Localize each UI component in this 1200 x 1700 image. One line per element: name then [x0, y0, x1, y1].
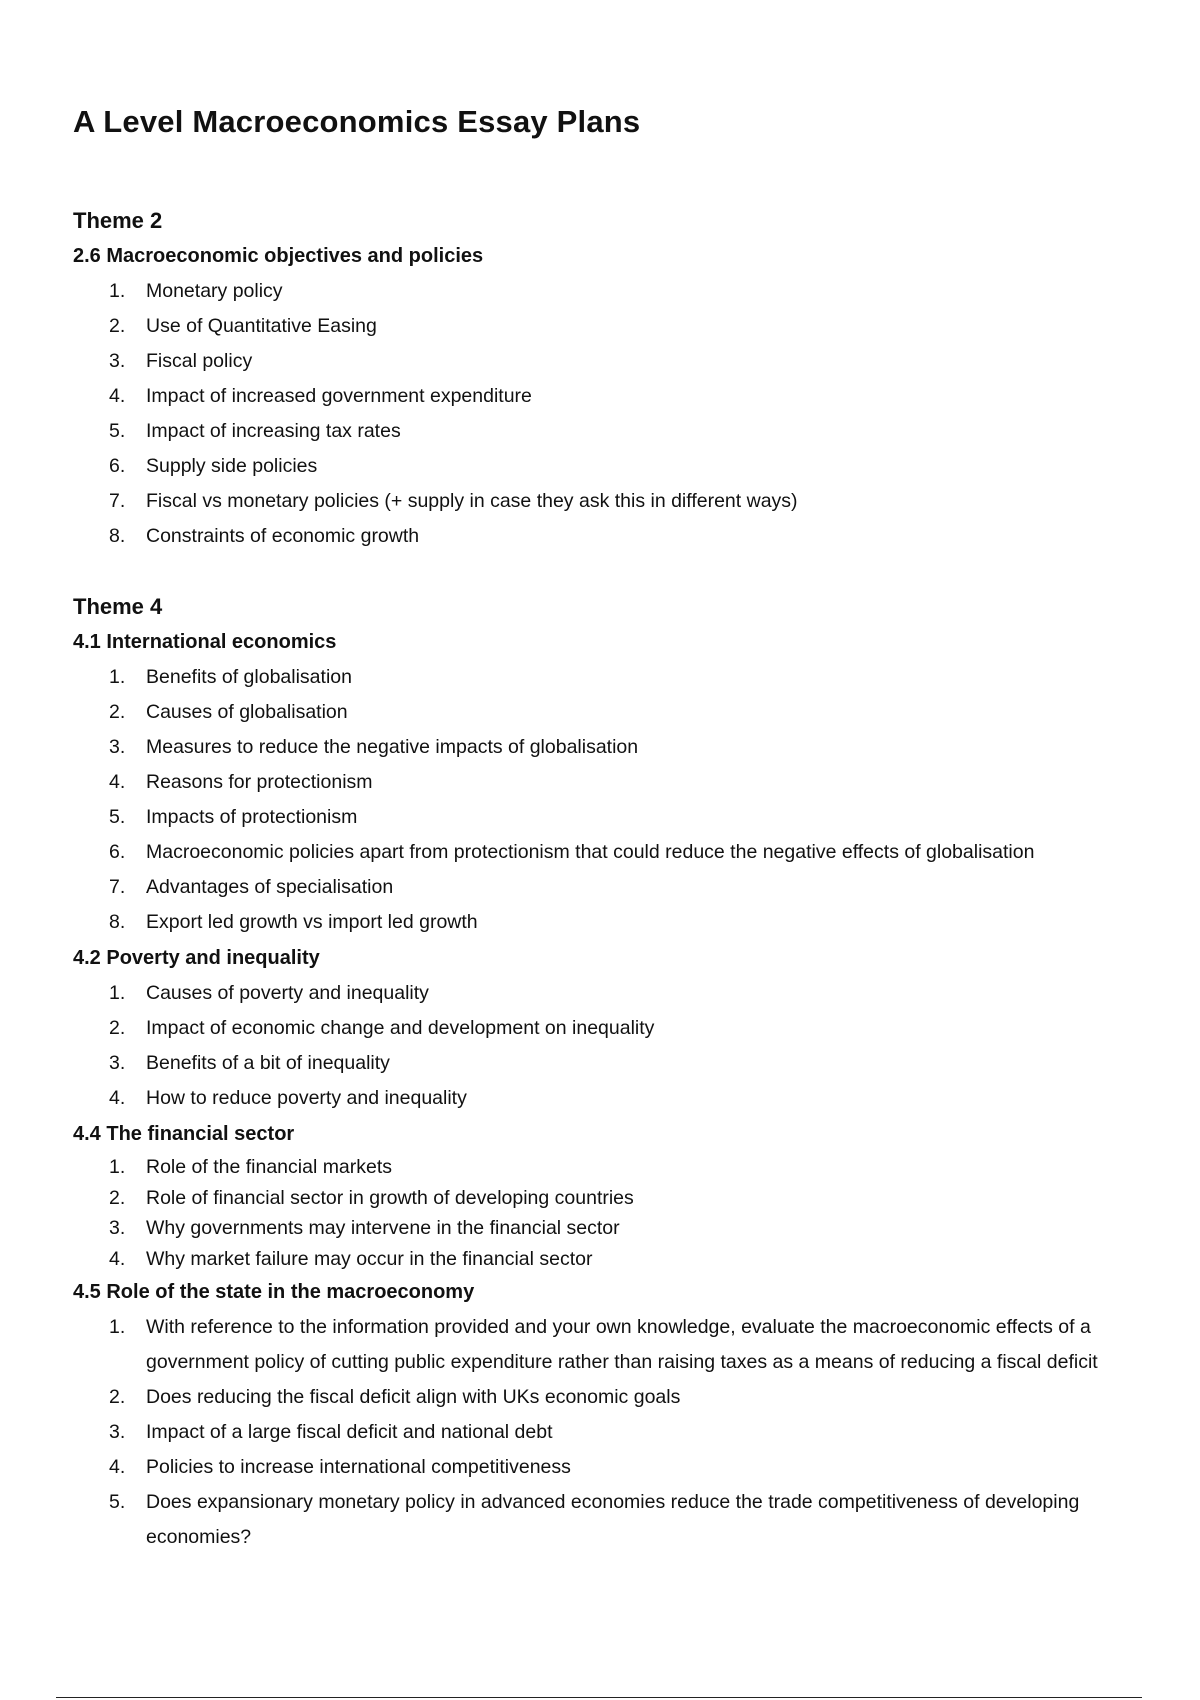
list-item [73, 905, 1133, 940]
list-number: 1. [109, 666, 126, 688]
list-number: 6. [109, 455, 126, 477]
list-text: Macroeconomic policies apart from protectionism that could reduce the negative effects of globalisation [146, 841, 1035, 863]
list-text: Benefits of globalisation [146, 666, 352, 688]
list-text: Role of the financial markets [146, 1156, 393, 1178]
essay-list [73, 1152, 1133, 1274]
list-item [73, 309, 1133, 344]
list-text: Fiscal vs monetary policies (+ supply in case they ask this in different ways) [146, 490, 798, 512]
document-body [73, 204, 1133, 1555]
spacer [73, 554, 1133, 590]
list-text: Impact of increasing tax rates [146, 420, 401, 442]
list-item [73, 449, 1133, 484]
list-number: 8. [109, 911, 126, 933]
list-number: 6. [109, 841, 126, 863]
list-number: 3. [109, 1421, 126, 1443]
document-title: A Level Macroeconomics Essay Plans [73, 104, 641, 139]
list-item [73, 976, 1133, 1011]
list-text: Reasons for protectionism [146, 771, 373, 793]
list-number: 3. [109, 350, 126, 372]
list-item [73, 800, 1133, 835]
list-text: Does expansionary monetary policy in advanced economies reduce the trade competitiveness of developing economies? [146, 1491, 1080, 1548]
list-number: 5. [109, 1491, 126, 1513]
list-number: 4. [109, 1247, 126, 1270]
list-text: Why governments may intervene in the financial sector [146, 1217, 620, 1239]
list-number: 8. [109, 525, 126, 547]
list-number: 3. [109, 1052, 126, 1074]
list-text: Impacts of protectionism [146, 806, 358, 828]
list-item [73, 695, 1133, 730]
list-text: Does reducing the fiscal deficit align with UKs economic goals [146, 1386, 681, 1408]
section-title: 2.6 Macroeconomic objectives and policies [73, 245, 484, 267]
list-item [73, 1310, 1133, 1380]
section-title: 4.1 International economics [73, 631, 337, 653]
section-title: 4.4 The financial sector [73, 1123, 295, 1145]
list-text: Fiscal policy [146, 350, 253, 372]
list-number: 3. [109, 736, 126, 758]
list-number: 1. [109, 982, 126, 1004]
list-item [73, 730, 1133, 765]
list-item [73, 1485, 1133, 1555]
list-item [73, 660, 1133, 695]
section-title: 4.5 Role of the state in the macroeconomy [73, 1281, 475, 1303]
list-text: Role of financial sector in growth of developing countries [146, 1186, 634, 1209]
list-item [73, 1081, 1133, 1116]
list-text: Impact of a large fiscal deficit and national debt [146, 1421, 553, 1443]
list-text: Why market failure may occur in the financial sector [146, 1247, 593, 1270]
list-number: 4. [109, 1087, 126, 1109]
list-number: 2. [109, 1186, 126, 1209]
list-item [73, 1183, 1133, 1214]
list-text: Use of Quantitative Easing [146, 315, 377, 337]
list-number: 5. [109, 806, 126, 828]
list-item [73, 1450, 1133, 1485]
list-item [73, 484, 1133, 519]
list-text: Policies to increase international competitiveness [146, 1456, 571, 1478]
list-item [73, 1011, 1133, 1046]
list-text: How to reduce poverty and inequality [146, 1087, 467, 1109]
list-number: 2. [109, 701, 126, 723]
list-item [73, 1415, 1133, 1450]
list-text: Benefits of a bit of inequality [146, 1052, 390, 1074]
list-item [73, 765, 1133, 800]
list-number: 1. [109, 1156, 126, 1178]
list-text: Impact of increased government expenditure [146, 385, 532, 407]
theme-heading: Theme 2 [73, 208, 163, 233]
list-number: 7. [109, 490, 126, 512]
list-text: Constraints of economic growth [146, 525, 420, 547]
list-number: 4. [109, 385, 126, 407]
list-item [73, 1380, 1133, 1415]
list-item [73, 870, 1133, 905]
list-number: 2. [109, 315, 126, 337]
essay-list [73, 1310, 1133, 1555]
list-text: Impact of economic change and development on inequality [146, 1017, 655, 1039]
list-text: Monetary policy [146, 280, 283, 302]
list-item [73, 1244, 1133, 1275]
list-item [73, 1152, 1133, 1183]
list-item [73, 1213, 1133, 1244]
list-number: 5. [109, 420, 126, 442]
list-text: Supply side policies [146, 455, 318, 477]
list-text: Causes of poverty and inequality [146, 982, 429, 1004]
list-number: 1. [109, 1316, 126, 1338]
list-number: 2. [109, 1017, 126, 1039]
section-title: 4.2 Poverty and inequality [73, 947, 320, 969]
list-text: Advantages of specialisation [146, 876, 394, 898]
list-number: 4. [109, 1456, 126, 1478]
list-text: With reference to the information provided and your own knowledge, evaluate the macroeconomic effects of a government policy of cutting public expenditure rather than raising taxes as a means of reducing a fiscal deficit [146, 1316, 1098, 1373]
list-item [73, 414, 1133, 449]
list-item [73, 379, 1133, 414]
list-number: 3. [109, 1217, 126, 1239]
list-item [73, 344, 1133, 379]
list-item [73, 1046, 1133, 1081]
theme-heading: Theme 4 [73, 594, 163, 619]
list-number: 2. [109, 1386, 126, 1408]
list-number: 1. [109, 280, 126, 302]
essay-list [73, 660, 1133, 940]
list-number: 4. [109, 771, 126, 793]
list-item [73, 519, 1133, 554]
list-number: 7. [109, 876, 126, 898]
list-text: Export led growth vs import led growth [146, 911, 478, 933]
essay-list [73, 274, 1133, 554]
footer-divider [56, 1697, 1142, 1698]
essay-list [73, 976, 1133, 1116]
list-item [73, 274, 1133, 309]
list-text: Measures to reduce the negative impacts of globalisation [146, 736, 639, 758]
list-text: Causes of globalisation [146, 701, 348, 723]
list-item [73, 835, 1133, 870]
